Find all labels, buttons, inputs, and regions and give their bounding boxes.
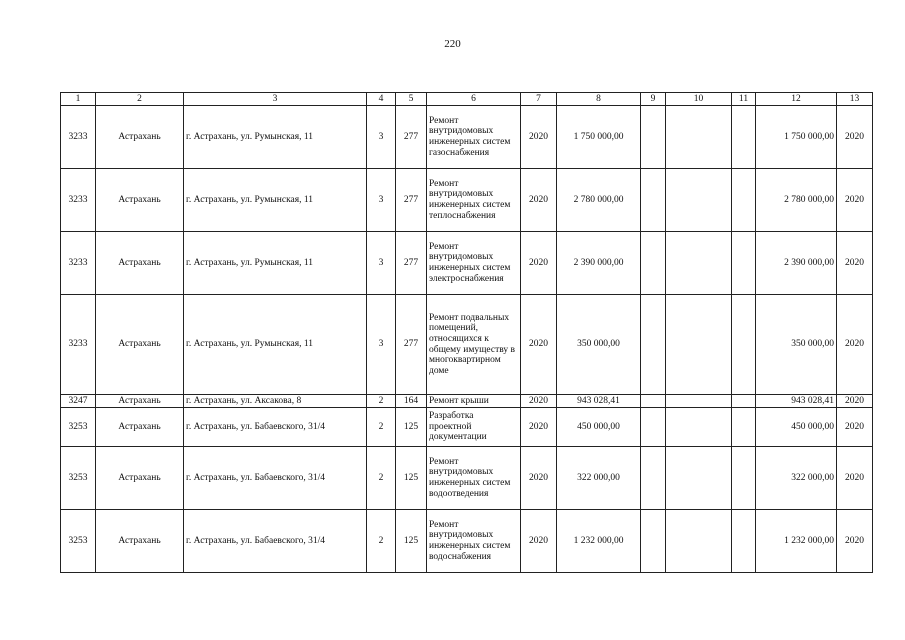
empty-cell	[666, 447, 732, 510]
repair-schedule-table	[60, 92, 873, 573]
total-cost-cell: 2 780 000,00	[756, 169, 837, 232]
column-header: 8	[557, 93, 641, 106]
work-type-cell: Ремонт внутридомовых инженерных систем водоотведения	[427, 447, 521, 510]
empty-cell	[641, 295, 666, 395]
empty-cell	[666, 395, 732, 408]
completion-year-cell: 2020	[837, 395, 873, 408]
table-row	[61, 408, 873, 447]
column-header: 11	[732, 93, 756, 106]
cost-cell: 943 028,41	[557, 395, 641, 408]
floors-cell: 2	[367, 395, 396, 408]
empty-cell	[732, 447, 756, 510]
column-header: 9	[641, 93, 666, 106]
table-row	[61, 106, 873, 169]
page-number: 220	[444, 38, 461, 50]
record-number-cell: 3253	[61, 510, 96, 573]
empty-cell	[666, 106, 732, 169]
address-cell: г. Астрахань, ул. Румынская, 11	[184, 295, 367, 395]
work-type-cell: Ремонт внутридомовых инженерных систем теплоснабжения	[427, 169, 521, 232]
record-number-cell: 3233	[61, 106, 96, 169]
area-cell: 164	[396, 395, 427, 408]
completion-year-cell: 2020	[837, 510, 873, 573]
total-cost-cell: 2 390 000,00	[756, 232, 837, 295]
empty-cell	[732, 295, 756, 395]
floors-cell: 2	[367, 447, 396, 510]
year-cell: 2020	[521, 447, 557, 510]
city-cell: Астрахань	[96, 408, 184, 447]
record-number-cell: 3233	[61, 232, 96, 295]
table-row	[61, 395, 873, 408]
city-cell: Астрахань	[96, 232, 184, 295]
total-cost-cell: 1 750 000,00	[756, 106, 837, 169]
total-cost-cell: 322 000,00	[756, 447, 837, 510]
year-cell: 2020	[521, 232, 557, 295]
work-type-cell: Разработка проектной документации	[427, 408, 521, 447]
address-cell: г. Астрахань, ул. Аксакова, 8	[184, 395, 367, 408]
empty-cell	[732, 395, 756, 408]
address-cell: г. Астрахань, ул. Румынская, 11	[184, 232, 367, 295]
cost-cell: 450 000,00	[557, 408, 641, 447]
floors-cell: 2	[367, 510, 396, 573]
column-header: 10	[666, 93, 732, 106]
completion-year-cell: 2020	[837, 295, 873, 395]
city-cell: Астрахань	[96, 169, 184, 232]
completion-year-cell: 2020	[837, 106, 873, 169]
empty-cell	[641, 408, 666, 447]
completion-year-cell: 2020	[837, 447, 873, 510]
city-cell: Астрахань	[96, 106, 184, 169]
empty-cell	[666, 232, 732, 295]
area-cell: 277	[396, 295, 427, 395]
record-number-cell: 3253	[61, 447, 96, 510]
column-header: 7	[521, 93, 557, 106]
table-row	[61, 447, 873, 510]
floors-cell: 3	[367, 169, 396, 232]
empty-cell	[641, 395, 666, 408]
area-cell: 277	[396, 106, 427, 169]
table-row	[61, 232, 873, 295]
empty-cell	[641, 232, 666, 295]
address-cell: г. Астрахань, ул. Румынская, 11	[184, 169, 367, 232]
column-header: 1	[61, 93, 96, 106]
empty-cell	[666, 408, 732, 447]
empty-cell	[641, 106, 666, 169]
column-header: 2	[96, 93, 184, 106]
total-cost-cell: 1 232 000,00	[756, 510, 837, 573]
completion-year-cell: 2020	[837, 169, 873, 232]
empty-cell	[666, 295, 732, 395]
address-cell: г. Астрахань, ул. Румынская, 11	[184, 106, 367, 169]
area-cell: 277	[396, 232, 427, 295]
cost-cell: 322 000,00	[557, 447, 641, 510]
empty-cell	[732, 232, 756, 295]
record-number-cell: 3253	[61, 408, 96, 447]
record-number-cell: 3247	[61, 395, 96, 408]
year-cell: 2020	[521, 106, 557, 169]
area-cell: 125	[396, 447, 427, 510]
empty-cell	[732, 169, 756, 232]
table-row	[61, 510, 873, 573]
work-type-cell: Ремонт подвальных помещений, относящихся к общему имуществу в многоквартирном доме	[427, 295, 521, 395]
column-header: 5	[396, 93, 427, 106]
cost-cell: 2 780 000,00	[557, 169, 641, 232]
column-header: 12	[756, 93, 837, 106]
area-cell: 277	[396, 169, 427, 232]
city-cell: Астрахань	[96, 447, 184, 510]
area-cell: 125	[396, 408, 427, 447]
floors-cell: 3	[367, 232, 396, 295]
empty-cell	[666, 169, 732, 232]
year-cell: 2020	[521, 395, 557, 408]
year-cell: 2020	[521, 169, 557, 232]
work-type-cell: Ремонт внутридомовых инженерных систем водоснабжения	[427, 510, 521, 573]
total-cost-cell: 450 000,00	[756, 408, 837, 447]
empty-cell	[641, 447, 666, 510]
floors-cell: 2	[367, 408, 396, 447]
table-header-row	[61, 93, 873, 106]
total-cost-cell: 350 000,00	[756, 295, 837, 395]
column-header: 6	[427, 93, 521, 106]
empty-cell	[732, 510, 756, 573]
work-type-cell: Ремонт внутридомовых инженерных систем газоснабжения	[427, 106, 521, 169]
year-cell: 2020	[521, 510, 557, 573]
cost-cell: 1 750 000,00	[557, 106, 641, 169]
city-cell: Астрахань	[96, 395, 184, 408]
completion-year-cell: 2020	[837, 232, 873, 295]
city-cell: Астрахань	[96, 510, 184, 573]
work-type-cell: Ремонт внутридомовых инженерных систем электроснабжения	[427, 232, 521, 295]
address-cell: г. Астрахань, ул. Бабаевского, 31/4	[184, 408, 367, 447]
empty-cell	[641, 510, 666, 573]
empty-cell	[666, 510, 732, 573]
cost-cell: 2 390 000,00	[557, 232, 641, 295]
table-row	[61, 169, 873, 232]
total-cost-cell: 943 028,41	[756, 395, 837, 408]
address-cell: г. Астрахань, ул. Бабаевского, 31/4	[184, 510, 367, 573]
empty-cell	[641, 169, 666, 232]
column-header: 3	[184, 93, 367, 106]
area-cell: 125	[396, 510, 427, 573]
completion-year-cell: 2020	[837, 408, 873, 447]
empty-cell	[732, 106, 756, 169]
floors-cell: 3	[367, 106, 396, 169]
floors-cell: 3	[367, 295, 396, 395]
work-type-cell: Ремонт крыши	[427, 395, 521, 408]
year-cell: 2020	[521, 408, 557, 447]
cost-cell: 350 000,00	[557, 295, 641, 395]
address-cell: г. Астрахань, ул. Бабаевского, 31/4	[184, 447, 367, 510]
table-row	[61, 295, 873, 395]
empty-cell	[732, 408, 756, 447]
record-number-cell: 3233	[61, 169, 96, 232]
record-number-cell: 3233	[61, 295, 96, 395]
cost-cell: 1 232 000,00	[557, 510, 641, 573]
year-cell: 2020	[521, 295, 557, 395]
column-header: 13	[837, 93, 873, 106]
column-header: 4	[367, 93, 396, 106]
city-cell: Астрахань	[96, 295, 184, 395]
